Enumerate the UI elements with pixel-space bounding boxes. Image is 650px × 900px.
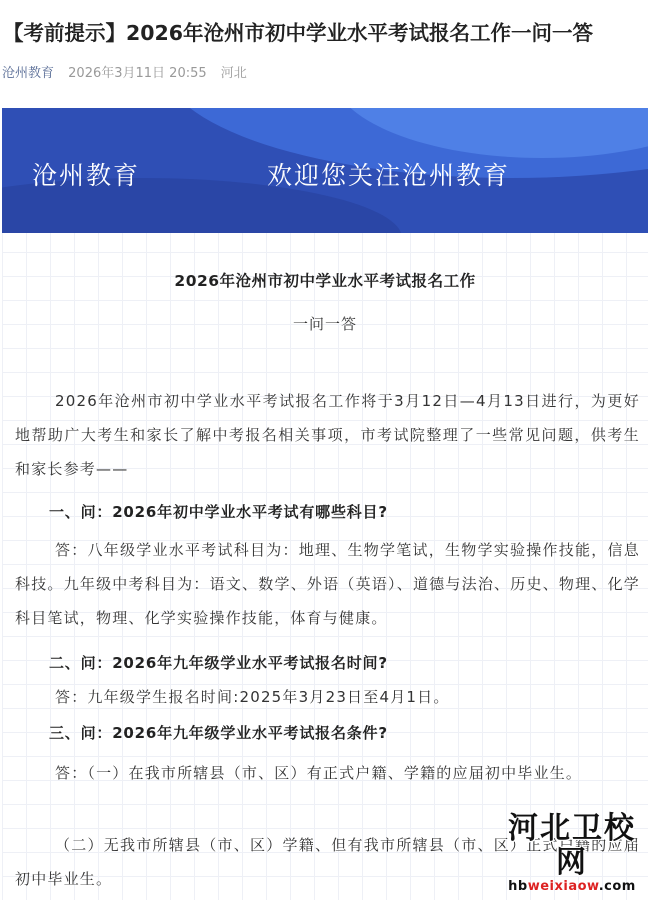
article-header — [0, 0, 650, 100]
publish-date: 2026年3月11日 20:55 — [68, 66, 207, 81]
article-meta — [2, 62, 247, 81]
banner-image — [2, 108, 648, 233]
answer-1: 答：八年级学业水平考试科目为：地理、生物学笔试，生物学实验操作技能，信息科技。九年级中考科目为：语文、数学、外语（英语）、道德与法治、历史、物理、化学科目笔试，物理、化学实验操作技能，体育与健康。 — [15, 541, 640, 627]
content-title: 2026年沧州市初中学业水平考试报名工作 — [174, 272, 476, 290]
question-2: 二、问：2026年九年级学业水平考试报名时间? — [49, 654, 388, 672]
question-3: 三、问：2026年九年级学业水平考试报名条件? — [49, 724, 388, 742]
banner-left-text: 沧州教育 — [32, 161, 141, 190]
site-watermark-logo — [502, 812, 642, 894]
banner-right-text: 欢迎您关注沧州教育 — [267, 161, 511, 190]
watermark-title: 河北卫校网 — [508, 811, 636, 880]
answer-3-part-1: 答：（一）在我市所辖县（市、区）有正式户籍、学籍的应届初中毕业生。 — [55, 764, 583, 782]
account-name-link[interactable]: 沧州教育 — [2, 66, 55, 81]
question-1: 一、问：2026年初中学业水平考试有哪些科目? — [49, 503, 388, 521]
answer-3-part-2: （二）无我市所辖县（市、区）学籍、但有我市所辖县（市、区）正式户籍的应届初中毕业生。 — [15, 836, 640, 888]
article-body — [2, 108, 648, 900]
watermark-url: hbweixiaow.com — [508, 879, 636, 894]
publish-location: 河北 — [220, 66, 247, 81]
content-subtitle: 一问一答 — [292, 315, 357, 333]
article-title: 【考前提示】2026年沧州市初中学业水平考试报名工作一问一答 — [3, 21, 594, 45]
intro-paragraph: 2026年沧州市初中学业水平考试报名工作将于3月12日—4月13日进行，为更好地帮助广大考生和家长了解中考报名相关事项，市考试院整理了一些常见问题，供考生和家长参考—— — [15, 392, 640, 478]
answer-2: 答：九年级学生报名时间:2025年3月23日至4月1日。 — [55, 688, 450, 706]
